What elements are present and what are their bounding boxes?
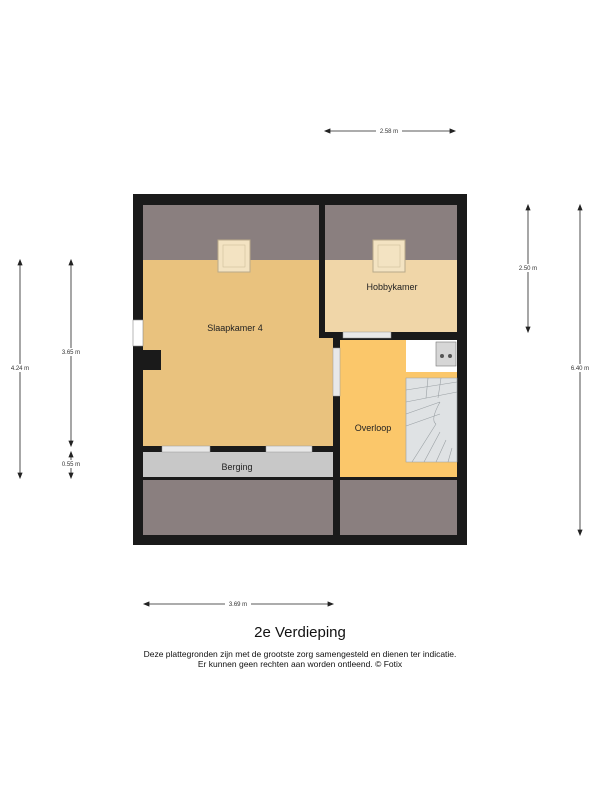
dim-label-right-upper: 2.50 m xyxy=(518,266,538,272)
boiler-knob-1 xyxy=(440,354,444,358)
floor-title: 2e Verdieping xyxy=(254,624,346,641)
dim-label-left-total: 4.24 m xyxy=(10,366,30,372)
dim-label-right-total: 6.40 m xyxy=(570,366,590,372)
chimney xyxy=(143,350,161,370)
staircase xyxy=(406,378,457,462)
boiler xyxy=(436,342,456,366)
wall-vertical-upper xyxy=(319,194,325,338)
door-hobby xyxy=(343,332,391,338)
boiler-knob-2 xyxy=(448,354,452,358)
dim-label-left-upper: 3.65 m xyxy=(61,350,81,356)
door-storage-right xyxy=(266,446,312,452)
bedroom-area xyxy=(143,260,333,446)
disclaimer-line-2: Er kunnen geen rechten aan worden ontleend. © Fotix xyxy=(197,659,403,669)
door-storage-left xyxy=(162,446,210,452)
dim-label-bottom: 3.69 m xyxy=(228,602,248,608)
room-label-hobbykamer: Hobbykamer xyxy=(366,282,418,292)
dim-label-top: 2.58 m xyxy=(379,129,399,135)
disclaimer-line-1: Deze plattegronden zijn met de grootste zorg samengesteld en dienen ter indicatie. xyxy=(143,649,457,659)
room-label-overloop: Overloop xyxy=(354,423,392,433)
wall-storage-bottom xyxy=(143,477,333,480)
room-label-berging: Berging xyxy=(221,462,253,472)
room-label-slaapkamer: Slaapkamer 4 xyxy=(207,323,263,333)
roof-slope-bottom-right xyxy=(340,479,457,535)
roof-slope-bottom-left xyxy=(143,479,333,535)
wall-landing-bottom xyxy=(340,477,457,480)
staircase-steps xyxy=(406,378,457,462)
dim-label-left-lower: 0.55 m xyxy=(61,462,81,468)
window-left xyxy=(133,320,143,346)
wall-hobby-bottom xyxy=(319,332,467,338)
door-bedroom xyxy=(333,348,340,396)
